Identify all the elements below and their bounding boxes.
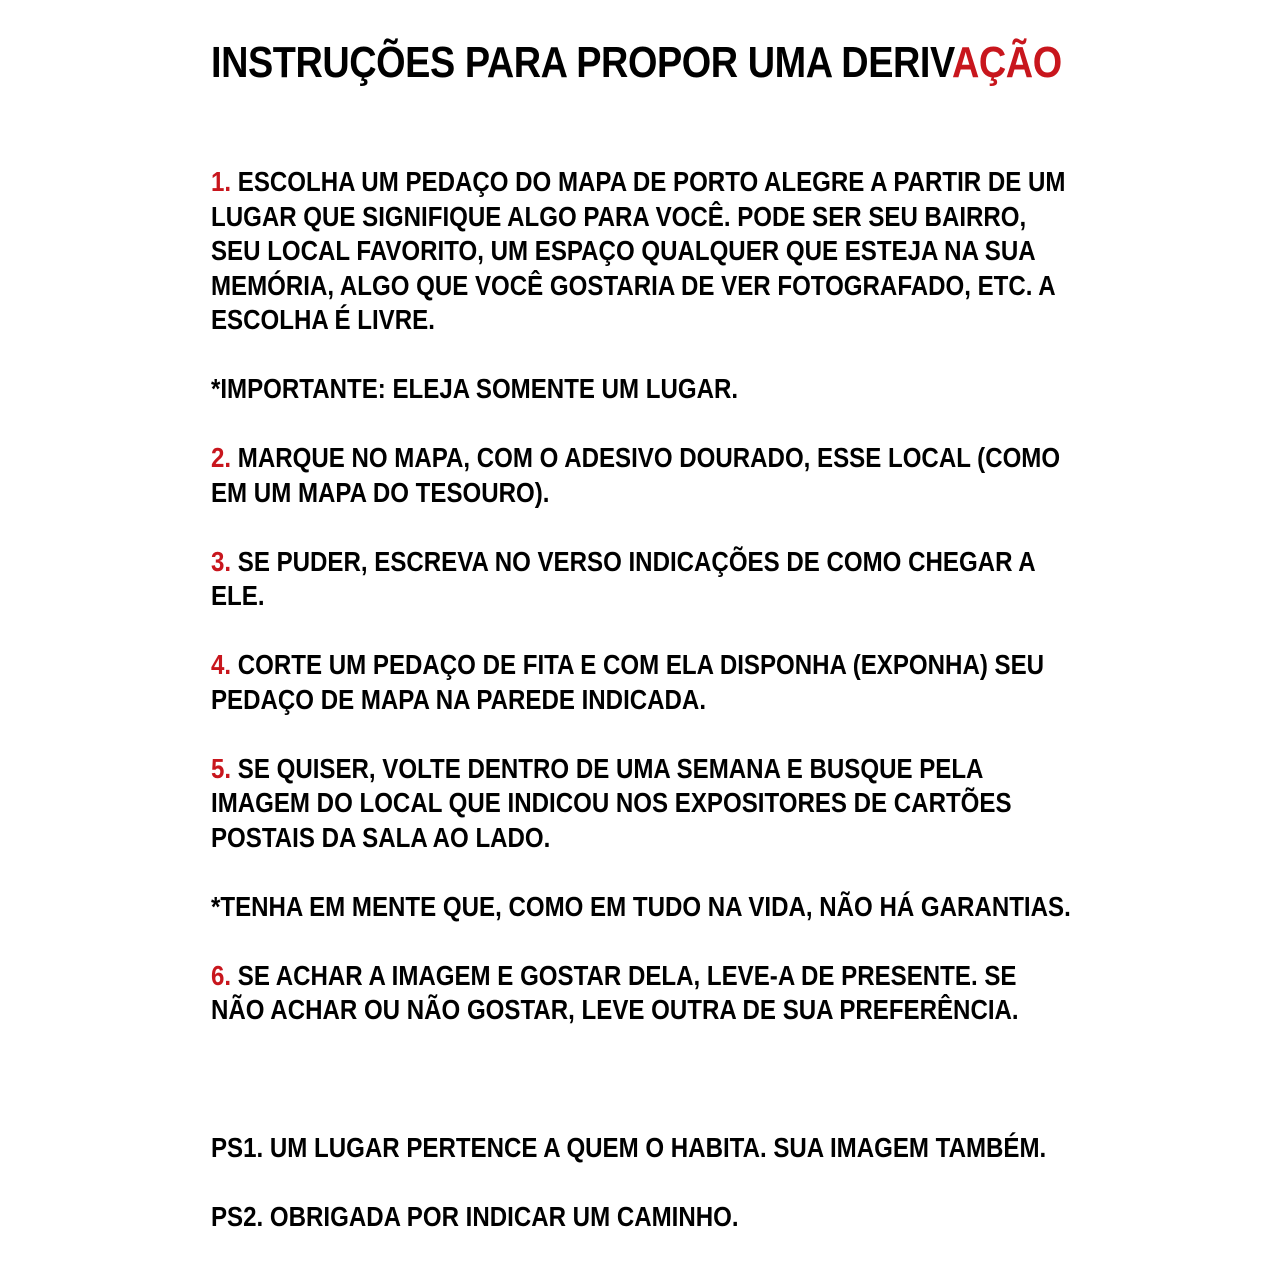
step-6 <box>211 959 1071 1028</box>
page-title-accent: AÇÃO <box>951 38 1062 87</box>
postscript-text: PS1. UM LUGAR PERTENCE A QUEM O HABITA. SUA IMAGEM TAMBÉM. <box>211 1132 1047 1163</box>
step-text: SE PUDER, ESCREVA NO VERSO INDICAÇÕES DE COMO CHEGAR A ELE. <box>211 545 1035 611</box>
warranty-note <box>211 890 1071 925</box>
step-number: 5. <box>211 752 232 784</box>
step-text: MARQUE NO MAPA, COM O ADESIVO DOURADO, ESSE LOCAL (COMO EM UM MAPA DO TESOURO). <box>211 442 1061 508</box>
instructions-body <box>211 165 1071 1269</box>
step-text: SE QUISER, VOLTE DENTRO DE UMA SEMANA E BUSQUE PELA IMAGEM DO LOCAL QUE INDICOU NOS EXPOSITORES DE CARTÕES POSTAIS DA SALA AO LADO. <box>211 752 1012 853</box>
step-number: 6. <box>211 959 232 991</box>
step-text: CORTE UM PEDAÇO DE FITA E COM ELA DISPONHA (EXPONHA) SEU PEDAÇO DE MAPA NA PAREDE INDICADA. <box>211 649 1045 715</box>
page-title <box>211 38 1062 88</box>
step-number: 3. <box>211 545 232 577</box>
spacer <box>211 1062 1071 1131</box>
step-4 <box>211 648 1071 717</box>
step-5 <box>211 752 1071 856</box>
step-number: 4. <box>211 649 232 680</box>
step-text: SE ACHAR A IMAGEM E GOSTAR DELA, LEVE-A DE PRESENTE. SE NÃO ACHAR OU NÃO GOSTAR, LEVE OUTRA DE SUA PREFERÊNCIA. <box>211 959 1019 1025</box>
postscript-2 <box>211 1200 1071 1235</box>
step-number: 2. <box>211 442 232 473</box>
postscript-1 <box>211 1131 1071 1166</box>
step-2 <box>211 441 1071 510</box>
note-text: *TENHA EM MENTE QUE, COMO EM TUDO NA VIDA, NÃO HÁ GARANTIAS. <box>211 890 1071 922</box>
step-3 <box>211 545 1071 614</box>
important-note <box>211 372 1071 407</box>
step-text: ESCOLHA UM PEDAÇO DO MAPA DE PORTO ALEGRE A PARTIR DE UM LUGAR QUE SIGNIFIQUE ALGO PARA VOCÊ. PODE SER SEU BAIRRO, SEU LOCAL FAVORITO, UM ESPAÇO QUALQUER QUE ESTEJA NA SUA MEMÓRIA, ALGO QUE VOCÊ GOSTARIA DE VER FOTOGRAFADO, ETC. A ESCOLHA É LIVRE. <box>211 166 1066 335</box>
page-title-main: INSTRUÇÕES PARA PROPOR UMA DERIV <box>211 38 952 87</box>
note-text: *IMPORTANTE: ELEJA SOMENTE UM LUGAR. <box>211 373 739 404</box>
step-number: 1. <box>211 166 232 197</box>
postscript-text: PS2. OBRIGADA POR INDICAR UM CAMINHO. <box>211 1201 739 1232</box>
step-1 <box>211 165 1071 338</box>
